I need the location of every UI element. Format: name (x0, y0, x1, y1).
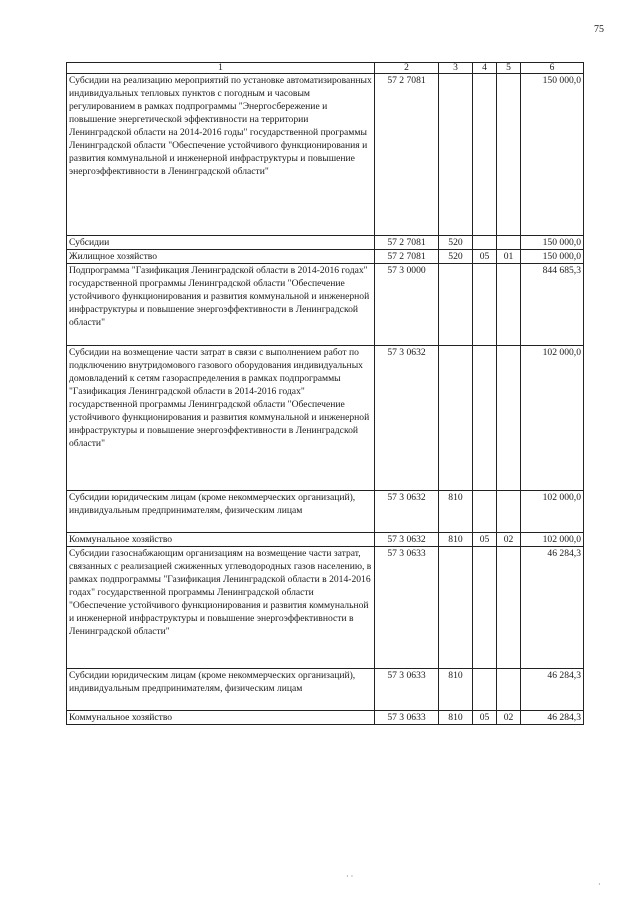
row-c3 (439, 74, 473, 236)
table-row (67, 711, 584, 725)
row-amount: 150 000,0 (521, 74, 584, 236)
header-cell: 6 (521, 63, 584, 74)
row-amount: 46 284,3 (521, 669, 584, 711)
row-amount: 102 000,0 (521, 491, 584, 533)
row-code: 57 3 0632 (375, 346, 439, 491)
row-amount: 844 685,3 (521, 264, 584, 346)
header-row (67, 63, 584, 74)
row-c4 (473, 547, 497, 669)
header-cell: 2 (375, 63, 439, 74)
row-c3 (439, 547, 473, 669)
row-name: Субсидии газоснабжающим организациям на возмещение части затрат, связанных с реализацией сжиженных углеводородных газов населению, в рамках подпрограммы "Газификация Ленинградской области в 2014-2016 годах" государственной программы Ленинградской области "Обеспечение устойчивого функционирования и развития коммунальной и инженерной инфраструктуры и повышение энергоэффективности в Ленинградской области" (67, 547, 375, 669)
row-c4 (473, 669, 497, 711)
row-name: Субсидии (67, 236, 375, 250)
row-name: Подпрограмма "Газификация Ленинградской области в 2014-2016 годах" государственной программы Ленинградской области "Обеспечение устойчивого функционирования и развития коммунальной и инженерной инфраструктуры и повышение энергоэффективности в Ленинградской области" (67, 264, 375, 346)
row-amount: 102 000,0 (521, 346, 584, 491)
scan-speck: · (598, 880, 601, 889)
table-row (67, 547, 584, 669)
row-amount: 150 000,0 (521, 250, 584, 264)
row-amount: 46 284,3 (521, 547, 584, 669)
row-c4: 05 (473, 533, 497, 547)
table-row (67, 236, 584, 250)
row-name: Субсидии юридическим лицам (кроме некоммерческих организаций), индивидуальным предпринимателям, физическим лицам (67, 669, 375, 711)
row-c5: 02 (497, 533, 521, 547)
row-c5: 01 (497, 250, 521, 264)
row-code: 57 3 0632 (375, 491, 439, 533)
row-c3 (439, 264, 473, 346)
table-row (67, 346, 584, 491)
row-code: 57 2 7081 (375, 236, 439, 250)
table-row (67, 491, 584, 533)
row-amount: 46 284,3 (521, 711, 584, 725)
header-cell: 3 (439, 63, 473, 74)
row-c3: 810 (439, 711, 473, 725)
row-code: 57 3 0000 (375, 264, 439, 346)
row-c3: 810 (439, 491, 473, 533)
row-c5: 02 (497, 711, 521, 725)
row-code: 57 2 7081 (375, 74, 439, 236)
row-c3: 810 (439, 533, 473, 547)
row-name: Субсидии на возмещение части затрат в связи с выполнением работ по подключению внутридомового газового оборудования индивидуальных домовладений к сетям газораспределения в рамках подпрограммы "Газификация Ленинградской области в 2014-2016 годах" государственной программы Ленинградской области "Обеспечение устойчивого функционирования и развития коммунальной и инженерной инфраструктуры и повышение энергоэффективности в Ленинградской области" (67, 346, 375, 491)
table-row (67, 669, 584, 711)
header-cell: 4 (473, 63, 497, 74)
row-c5 (497, 236, 521, 250)
row-c3: 810 (439, 669, 473, 711)
row-c4 (473, 491, 497, 533)
row-name: Коммунальное хозяйство (67, 711, 375, 725)
row-name: Субсидии юридическим лицам (кроме некоммерческих организаций), индивидуальным предпринимателям, физическим лицам (67, 491, 375, 533)
header-cell: 5 (497, 63, 521, 74)
row-amount: 102 000,0 (521, 533, 584, 547)
table-row (67, 264, 584, 346)
row-code: 57 3 0632 (375, 533, 439, 547)
row-code: 57 2 7081 (375, 250, 439, 264)
row-c5 (497, 264, 521, 346)
row-c4 (473, 236, 497, 250)
row-code: 57 3 0633 (375, 711, 439, 725)
row-c5 (497, 669, 521, 711)
row-c4 (473, 264, 497, 346)
header-cell: 1 (67, 63, 375, 74)
row-name: Коммунальное хозяйство (67, 533, 375, 547)
row-amount: 150 000,0 (521, 236, 584, 250)
row-c3 (439, 346, 473, 491)
page-number: 75 (594, 24, 604, 35)
row-name: Жилищное хозяйство (67, 250, 375, 264)
row-c5 (497, 547, 521, 669)
budget-table (66, 62, 584, 725)
row-c5 (497, 346, 521, 491)
row-c4: 05 (473, 250, 497, 264)
row-c3: 520 (439, 250, 473, 264)
table-row (67, 250, 584, 264)
table-row (67, 533, 584, 547)
row-code: 57 3 0633 (375, 547, 439, 669)
row-c4 (473, 74, 497, 236)
row-name: Субсидии на реализацию мероприятий по установке автоматизированных индивидуальных тепловых пунктов с погодным и часовым регулированием в рамках подпрограммы "Энергосбережение и повышение энергетической эффективности на территории Ленинградской области на 2014-2016 годы" государственной программы Ленинградской области "Обеспечение устойчивого функционирования и развития коммунальной и инженерной инфраструктуры и повышение энергоэффективности в Ленинградской области" (67, 74, 375, 236)
row-c5 (497, 491, 521, 533)
table-row (67, 74, 584, 236)
row-c3: 520 (439, 236, 473, 250)
row-code: 57 3 0633 (375, 669, 439, 711)
row-c5 (497, 74, 521, 236)
row-c4: 05 (473, 711, 497, 725)
row-c4 (473, 346, 497, 491)
scan-speck: · · (346, 872, 354, 881)
